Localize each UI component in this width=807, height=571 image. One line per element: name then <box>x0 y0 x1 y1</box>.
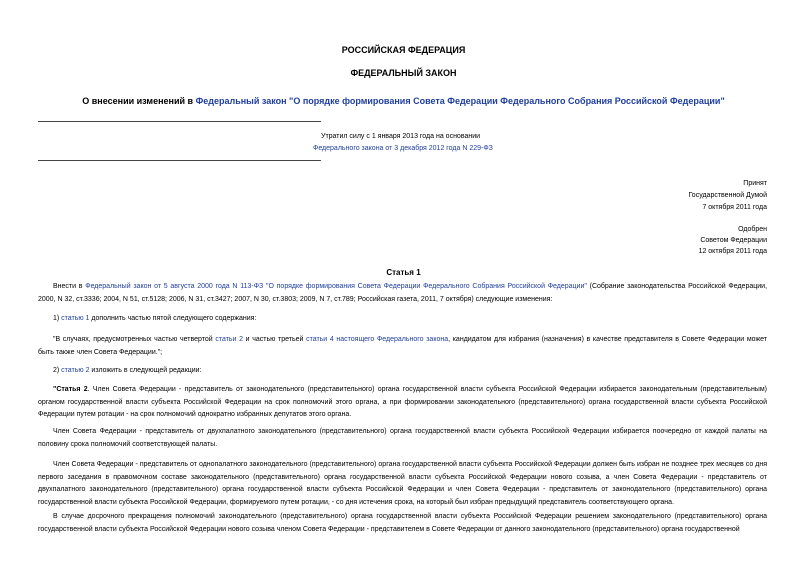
intro-suffix: (Собрание законодательства Российской Федерации, 2000, N 32, ст.3336; 2004, N 51, ст.5128; 2006, N 31, ст.3427; 2007, N 30, ст.3803; 2009, N 7, ст.789; Российская газета, 2011, 7 октября) следующие изменения: <box>38 283 768 303</box>
divider-top <box>38 121 321 122</box>
item-2-paragraph <box>38 365 767 378</box>
article-2-link[interactable]: статьи 2 <box>215 336 244 343</box>
law-title <box>0 96 807 106</box>
article-2-bold-label: "Статья 2 <box>53 386 88 393</box>
quote-part-3: , кандидатом для избрания (назначения) в качестве представителя в Совете Федерации может быть также член Совета Федерации."; <box>38 336 768 356</box>
unicameral-member-paragraph: Член Совета Федерации - представитель от однопалатного законодательного (представительного) органа государственной власти субъекта Российской Федерации должен быть избран не позднее трех месяцев со дня первого заседания в правомочном составе законодательного (представительного) органа государственной власти субъекта Российской Федерации нового созыва, а член Совета Федерации - представитель от двухпалатного законодательного (представительного) органа государственной власти субъекта Российской Федерации и член Совета Федерации - представитель от законодательного (представительного) органа государственной власти субъекта Российской Федерации, формируемого путем ротации, - со дня истечения срока, на который был избран предыдущий представитель соответствующего органа. <box>38 461 767 506</box>
approved-line-2: Советом Федерации <box>700 237 767 244</box>
article-2-text-paragraph <box>38 384 767 422</box>
item-1-prefix: 1) <box>53 315 62 322</box>
repeal-law-link[interactable]: Федерального закона от 3 декабря 2012 года N 229-ФЗ <box>313 145 493 152</box>
item-1-suffix: дополнить частью пятой следующего содержания: <box>89 315 257 322</box>
item-2-prefix: 2) <box>53 367 62 374</box>
bicameral-member-paragraph: Член Совета Федерации - представитель от двухпалатного законодательного (представительного) органа государственной власти субъекта Российской Федерации избирается поочередно от каждой палаты на половину срока полномочий соответствующей палаты. <box>38 428 767 448</box>
quote-part-2: и частью третьей <box>243 336 307 343</box>
approved-line-3: 12 октября 2011 года <box>698 248 767 255</box>
article-title: Статья 1 <box>386 268 421 277</box>
item-2-suffix: изложить в следующей редакции: <box>89 367 202 374</box>
law-title-prefix: О внесении изменений в <box>82 96 196 106</box>
item-1-paragraph <box>38 313 767 326</box>
law-title-link[interactable]: Федеральный закон "О порядке формирования Совета Федерации Федерального Собрания Российской Федерации" <box>195 96 725 106</box>
approved-line-1: Одобрен <box>738 226 767 233</box>
federation-heading: РОССИЙСКАЯ ФЕДЕРАЦИЯ <box>341 45 466 55</box>
early-termination-paragraph: В случае досрочного прекращения полномочий законодательного (представительного) органа государственной власти субъекта Российской Федерации решением законодательного (представительного) органа государственной власти субъекта Российской Федерации нового созыва членом Совета Федерации - представителем в Совете Федерации от данного законодательного (представительного) органа государственной <box>38 513 767 533</box>
quote-part-1: "В случаях, предусмотренных частью четвертой <box>53 336 216 343</box>
intro-law-link[interactable]: Федеральный закон от 5 августа 2000 года N 113-ФЗ "О порядке формирования Совета Федерации Федерального Собрания Российской Федерации" <box>85 283 587 290</box>
accepted-line-1: Принят <box>743 180 767 187</box>
article-4-link[interactable]: статьи 4 настоящего Федерального закона <box>306 336 449 343</box>
accepted-line-3: 7 октября 2011 года <box>702 204 767 211</box>
article-intro-paragraph <box>38 281 767 306</box>
intro-prefix: Внести в <box>53 283 86 290</box>
repeal-note: Утратил силу с 1 января 2013 года на основании <box>321 133 481 140</box>
article-1-link[interactable]: статью 1 <box>61 315 90 322</box>
accepted-line-2: Государственной Думой <box>688 192 767 199</box>
divider-bottom <box>38 160 321 161</box>
law-type-heading: ФЕДЕРАЛЬНЫЙ ЗАКОН <box>350 68 457 78</box>
quote-paragraph <box>38 334 767 359</box>
article-2-body: . Член Совета Федерации - представитель от законодательного (представительного) органа государственной власти субъекта Российской Федерации избирается законодательным (представительным) органом государственной власти субъекта Российской Федерации на срок полномочий этого органа, а при формировании законодательного (представительного) органа государственной власти субъекта Российской Федерации путем ротации - на срок полномочий однократно избранных депутатов этого органа. <box>38 386 767 418</box>
article-2-link-item[interactable]: статью 2 <box>61 367 90 374</box>
